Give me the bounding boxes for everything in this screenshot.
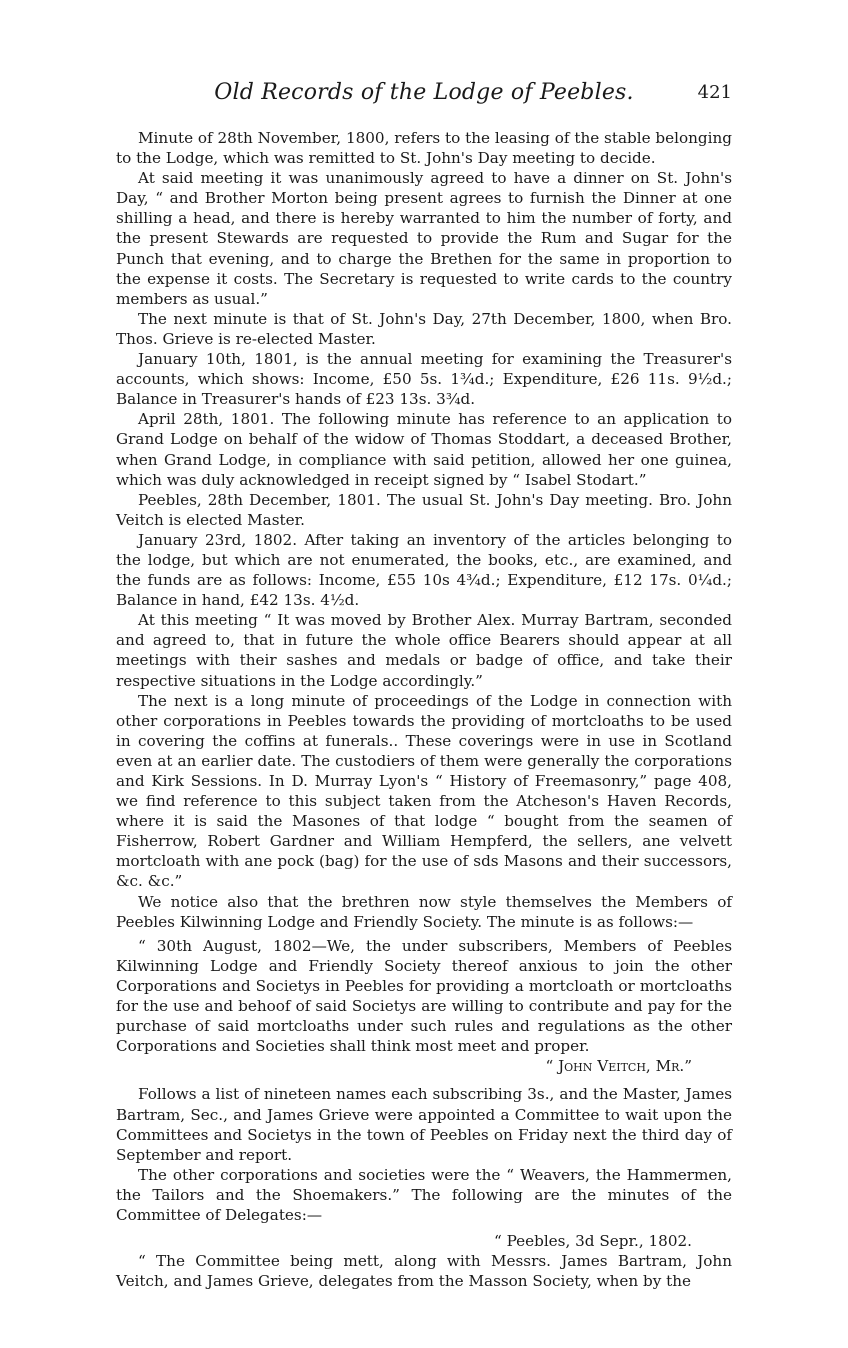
paragraph: Follows a list of nineteen names each subscribing 3s., and the Master, James Bartram, Sec., and James Grieve were appointed a Committee to wait upon the Committees and Societys in the town of Peebles on Friday next the third day of September and report. xyxy=(116,1085,732,1164)
body-text xyxy=(116,128,732,1291)
paragraph: At said meeting it was unanimously agreed to have a dinner on St. John's Day, “ and Brother Morton being present agrees to furnish the Dinner at one shilling a head, and there is hereby warranted to him the number of forty, and the present Stewards are requested to provide the Rum and Sugar for the Punch that evening, and to charge the Brethen for the same in proportion to the expense it costs. The Secretary is requested to write cards to the country members as usual.” xyxy=(116,169,732,308)
paragraph: The other corporations and societies were the “ Weavers, the Hammermen, the Tailors and the Shoemakers.” The following are the minutes of the Committee of Delegates:— xyxy=(116,1165,732,1224)
dateline: “ Peebles, 3d Sepr., 1802. xyxy=(494,1232,692,1251)
paragraph: January 23rd, 1802. After taking an inventory of the articles belonging to the lodge, but which are not enumerated, the books, etc., are examined, and the funds are as follows: Income, £55 10s 4¾d.; Expenditure, £12 17s. 0¼d.; Balance in hand, £42 13s. 4½d. xyxy=(116,530,732,610)
page-number: 421 xyxy=(697,82,732,103)
paragraph: The next minute is that of St. John's Day, 27th December, 1800, when Bro. Thos. Grieve is re-elected Master. xyxy=(116,309,732,348)
paragraph: At this meeting “ It was moved by Brother Alex. Murray Bartram, seconded and agreed to, that in future the whole office Bearers should appear at all meetings with their sashes and medals or badge of office, and take their respective situations in the Lodge accordingly.” xyxy=(116,611,732,690)
quoted-minute: “ 30th August, 1802—We, the under subscribers, Members of Peebles Kilwinning Lodge and Friendly Society thereof anxious to join the other Corporations and Societys in Peebles for providing a mortcloath or mortcloaths for the use and behoof of said Societys are willing to contribute and pay for the purchase of said mortcloaths under such rules and regulations as the other Corporations and Societies shall think most meet and proper. xyxy=(116,936,732,1056)
paragraph: Peebles, 28th December, 1801. The usual St. John's Day meeting. Bro. John Veitch is elected Master. xyxy=(116,490,732,529)
paragraph: January 10th, 1801, is the annual meeting for examining the Treasurer's accounts, which shows: Income, £50 5s. 1¾d.; Expenditure, £26 11s. 9½d.; Balance in Treasurer's hands of £23 13s. 3¾d. xyxy=(116,350,732,409)
paragraph: “ The Committee being mett, along with Messrs. James Bartram, John Veitch, and James Grieve, delegates from the Masson Society, when by the xyxy=(116,1252,732,1291)
page-header xyxy=(116,80,732,120)
signature: “ John Veitch, Mr.” xyxy=(545,1057,692,1076)
paragraph: We notice also that the brethren now style themselves the Members of Peebles Kilwinning Lodge and Friendly Society. The minute is as follows:— xyxy=(116,892,732,931)
paragraph: April 28th, 1801. The following minute has reference to an application to Grand Lodge on behalf of the widow of Thomas Stoddart, a deceased Brother, when Grand Lodge, in compliance with said petition, allowed her one guinea, which was duly acknowledged in receipt signed by “ Isabel Stodart.” xyxy=(116,410,732,489)
running-title: Old Records of the Lodge of Peebles. xyxy=(214,80,634,105)
paragraph: Minute of 28th November, 1800, refers to the leasing of the stable belonging to the Lodge, which was remitted to St. John's Day meeting to decide. xyxy=(116,129,732,168)
paragraph: The next is a long minute of proceedings of the Lodge in connection with other corporations in Peebles towards the providing of mortcloaths to be used in covering the coffins at funerals.. These coverings were in use in Scotland even at an earlier date. The custodiers of them were generally the corporations and Kirk Sessions. In D. Murray Lyon's “ History of Freemasonry,” page 408, we find reference to this subject taken from the Atcheson's Haven Records, where it is said the Masones of that lodge “ bought from the seamen of Fisherrow, Robert Gardner and William Hempferd, the sellers, ane velvett mortcloath with ane pock (bag) for the use of sds Masons and their successors, &c. &c.” xyxy=(116,691,732,891)
